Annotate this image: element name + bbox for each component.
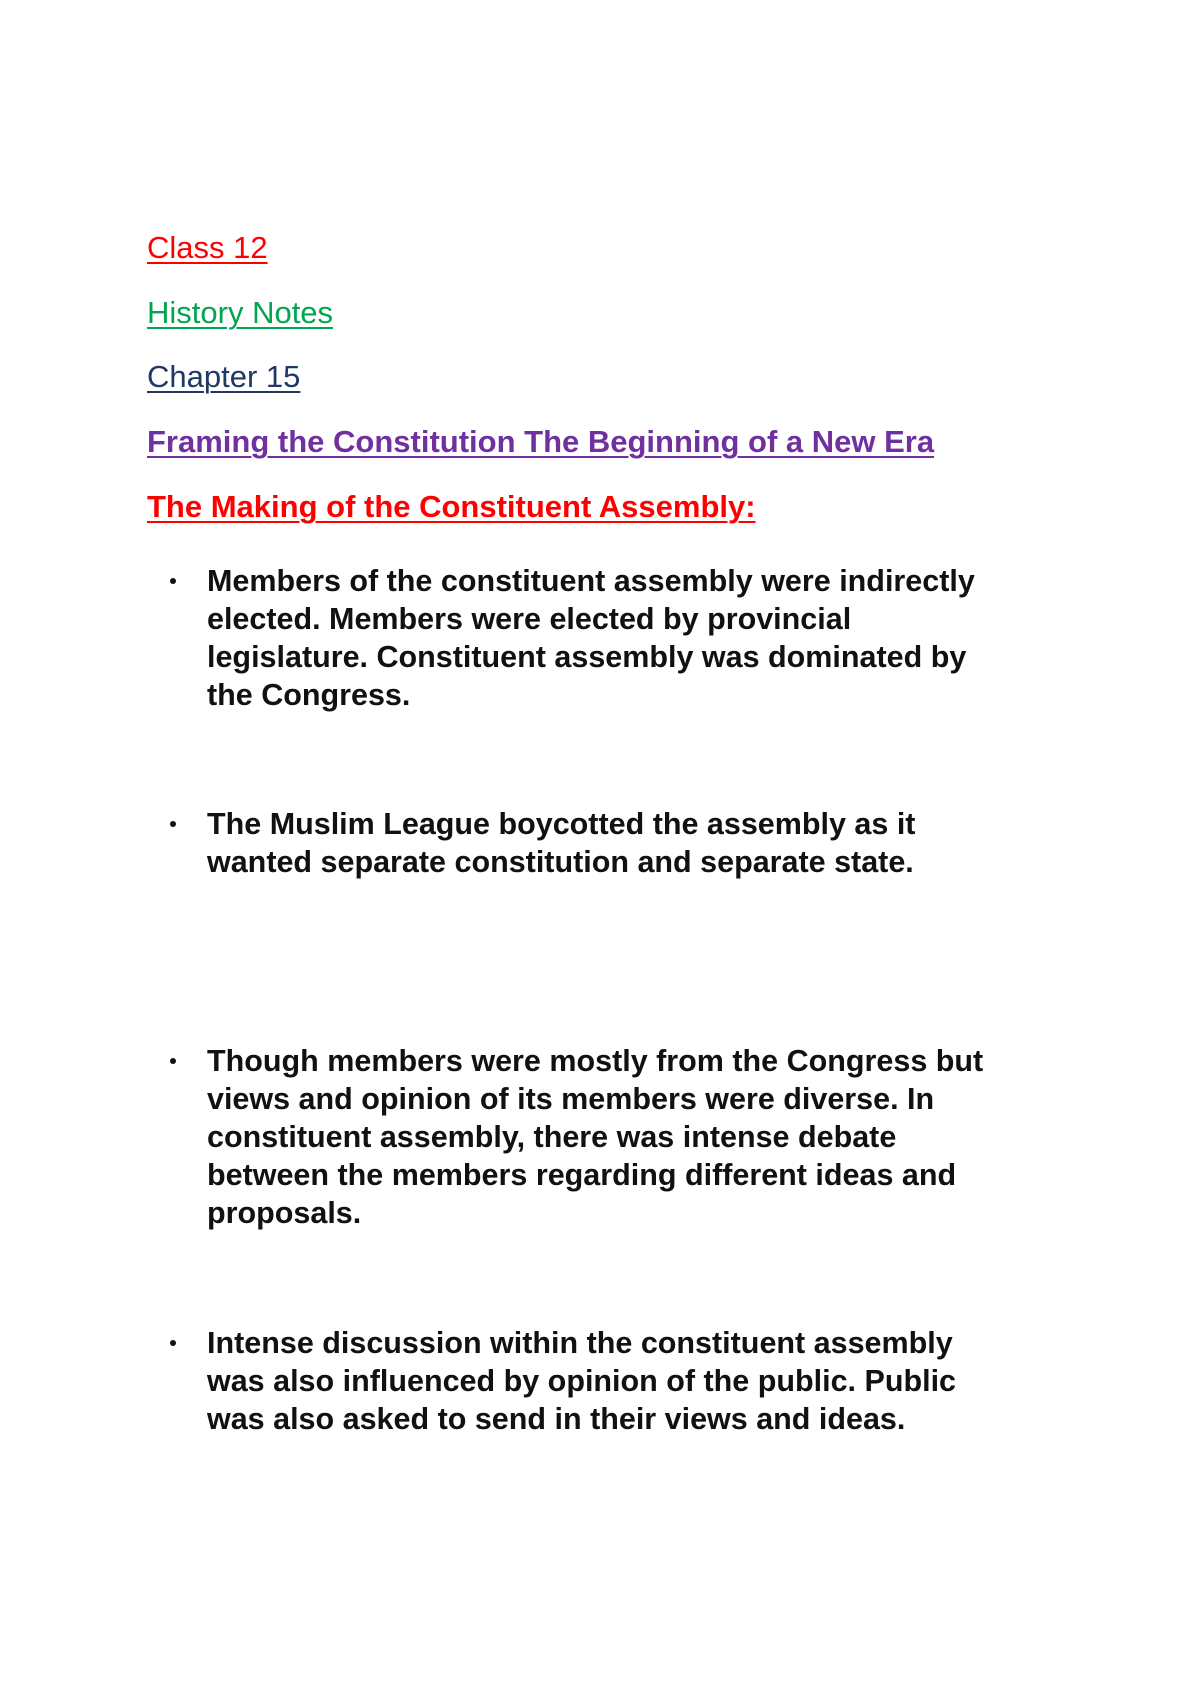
bullet-text: Though members were mostly from the Congress but views and opinion of its members were diverse. In constituent assembly, there was intense debate between the members regarding different ideas and proposals. — [207, 1044, 984, 1230]
section-title: The Making of the Constituent Assembly: — [147, 489, 756, 524]
subject-label: History Notes — [147, 295, 334, 330]
bullet-dot-icon — [170, 1058, 176, 1064]
bullet-text: Members of the constituent assembly were indirectly elected. Members were elected by provincial legislature. Constituent assembly was dominated by the Congress. — [207, 564, 975, 712]
bullet-dot-icon — [170, 1340, 176, 1346]
class-label: Class 12 — [147, 230, 268, 265]
chapter-title: Framing the Constitution The Beginning of a New Era — [147, 424, 935, 459]
bullet-dot-icon — [170, 821, 176, 827]
chapter-label: Chapter 15 — [147, 359, 301, 394]
bullet-text: The Muslim League boycotted the assembly as it wanted separate constitution and separate state. — [207, 807, 916, 879]
bullet-dot-icon — [170, 578, 176, 584]
bullet-text: Intense discussion within the constituent assembly was also influenced by opinion of the public. Public was also asked to send in their views and ideas. — [207, 1326, 957, 1436]
